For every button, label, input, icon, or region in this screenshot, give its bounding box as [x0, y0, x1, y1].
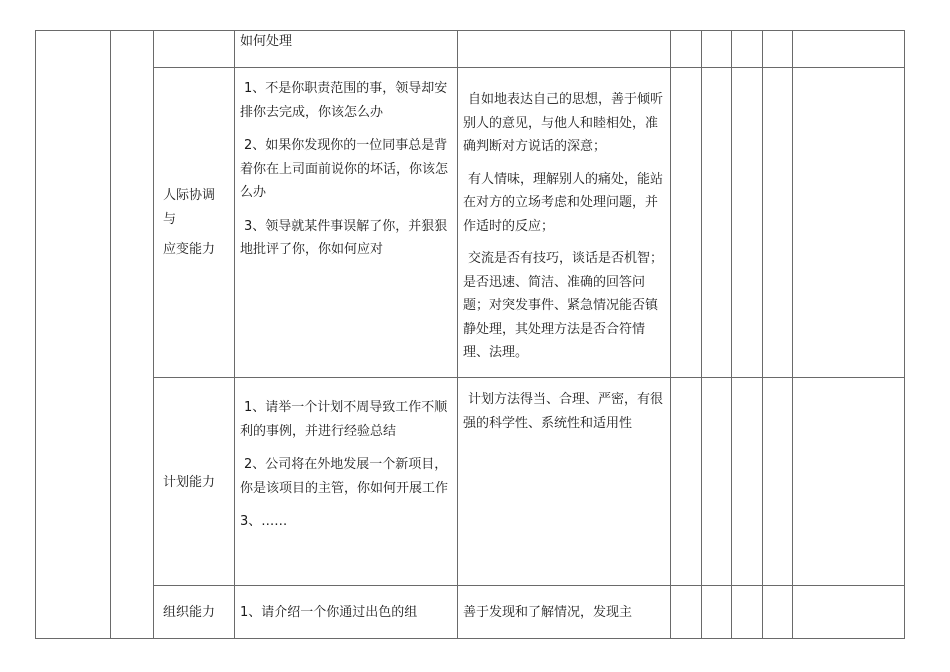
table-border-left	[35, 30, 36, 639]
question-cell-continued	[240, 30, 450, 54]
question-text: 2、如果你发现你的一位同事总是背着你在上司面前说你的坏话，你该怎么办	[240, 138, 449, 200]
question-text: 3、领导就某件事误解了你，并狠狠地批评了你，你如何应对	[240, 218, 448, 257]
table-border-right	[904, 30, 905, 639]
criteria-cell-interpersonal	[463, 88, 667, 374]
table-column-divider	[762, 30, 763, 639]
question-text: 3、……	[240, 514, 288, 529]
question-text: 1、请介绍一个你通过出色的组	[240, 605, 418, 620]
criteria-text: 计划方法得当、合理、严密，有很强的科学性、系统性和适用性	[463, 392, 664, 431]
criteria-text: 自如地表达自己的思想，善于倾听别人的意见，与他人和睦相处，准确判断对方说话的深意；	[463, 92, 664, 154]
table-row-divider	[153, 377, 905, 378]
question-text: 1、不是你职责范围的事，领导却安排你去完成，你该怎么办	[240, 81, 448, 120]
ability-label-organizing: 组织能力	[163, 605, 216, 620]
table-border-top	[35, 30, 905, 31]
ability-label-planning: 计划能力	[163, 475, 216, 490]
question-text: 2、公司将在外地发展一个新项目，你是该项目的主管，你如何开展工作	[240, 457, 449, 496]
table-column-divider	[457, 30, 458, 639]
question-text: 1、请举一个计划不周导致工作不顺利的事例，并进行经验总结	[240, 400, 448, 439]
criteria-cell-planning	[463, 388, 667, 444]
question-text: 如何处理	[240, 34, 293, 49]
ability-label-interpersonal	[163, 184, 231, 262]
criteria-text: 善于发现和了解情况，发现主	[463, 605, 633, 620]
table-column-divider	[234, 30, 235, 639]
ability-label-line: 与	[163, 212, 177, 227]
table-column-divider	[731, 30, 732, 639]
ability-label-line: 人际协调	[163, 188, 216, 203]
question-cell-interpersonal	[240, 77, 454, 272]
criteria-text: 有人情味，理解别人的痛处，能站在对方的立场考虑和处理问题，并作适时的反应；	[463, 171, 664, 234]
table-column-divider	[153, 30, 154, 639]
ability-label-line: 应变能力	[163, 242, 216, 257]
table-column-divider	[701, 30, 702, 639]
table-row-divider	[153, 585, 905, 586]
table-column-divider	[670, 30, 671, 639]
criteria-text: 交流是否有技巧，谈话是否机智；是否迅速、简洁、准确的回答问题；对突发事件、紧急情况能否镇静处理，其处理方法是否合符情理、法理。	[463, 251, 664, 360]
table-row-divider	[153, 67, 905, 68]
question-cell-organizing	[240, 601, 454, 625]
table-border-bottom	[35, 638, 905, 639]
table-column-divider	[792, 30, 793, 639]
criteria-cell-organizing	[463, 601, 667, 625]
table-column-divider	[110, 30, 111, 639]
question-cell-planning	[240, 396, 454, 544]
